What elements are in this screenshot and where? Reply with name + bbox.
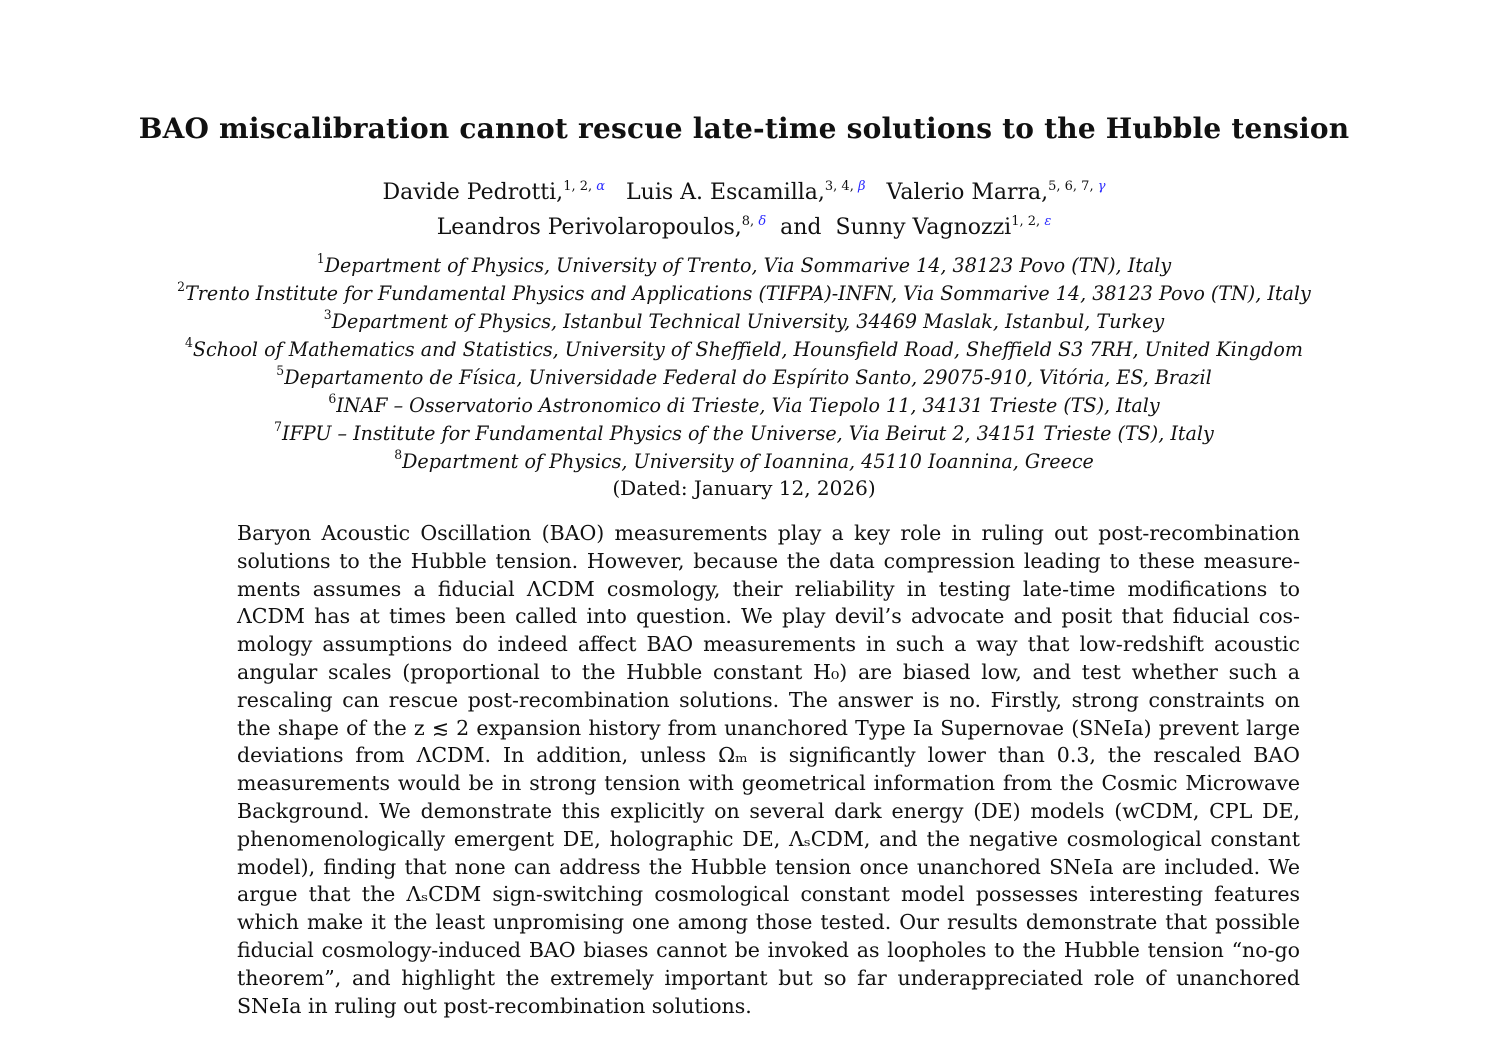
affiliation-text: Department of Physics, Istanbul Technical University, 34469 Maslak, Istanbul, Turkey <box>331 309 1165 333</box>
paper-title: BAO miscalibration cannot rescue late-time solutions to the Hubble tension <box>138 112 1350 145</box>
author-affil-numbers: 3, 4, <box>824 179 854 194</box>
affiliation-7 <box>34 421 1454 445</box>
author-joiner: and <box>780 215 822 240</box>
affiliation-text: Department of Physics, University of Trento, Via Sommarive 14, 38123 Povo (TN), Italy <box>324 253 1172 277</box>
abstract-line: ΛCDM has at times been called into question. We play devil’s advocate and posit that fiducial cos- <box>237 604 1300 629</box>
author-affil-numbers: 8, <box>741 214 755 229</box>
abstract <box>237 520 1300 1020</box>
abstract-line: mology assumptions do indeed affect BAO measurements in such a way that low-redshift acoustic <box>237 632 1300 657</box>
affiliation-4 <box>34 337 1454 361</box>
author-line-1 <box>0 176 1488 210</box>
affiliation-number: 6 <box>328 392 337 407</box>
affiliation-3 <box>34 309 1454 333</box>
author-name: Davide Pedrotti, <box>382 180 564 205</box>
affiliation-1 <box>34 253 1454 277</box>
abstract-line: argue that the ΛₛCDM sign-switching cosmological constant model possesses interesting features <box>237 882 1300 907</box>
author-name: Sunny Vagnozzi <box>835 215 1012 240</box>
author-escamilla <box>626 180 865 205</box>
affiliation-text: Trento Institute for Fundamental Physics and Applications (TIFPA)-INFN, Via Sommarive 14, 38123 Povo (TN), Italy <box>185 281 1311 305</box>
author-marra <box>886 180 1105 205</box>
abstract-line: deviations from ΛCDM. In addition, unless Ωₘ is significantly lower than 0.3, the rescaled BAO <box>237 743 1300 768</box>
affiliation-text: INAF – Osservatorio Astronomico di Trieste, Via Tiepolo 11, 34131 Trieste (TS), Italy <box>336 393 1160 417</box>
affiliation-number: 8 <box>394 448 403 463</box>
author-name: Luis A. Escamilla, <box>626 180 825 205</box>
author-line-2 <box>0 211 1488 245</box>
affiliation-text: Department of Physics, University of Ioannina, 45110 Ioannina, Greece <box>402 449 1094 473</box>
abstract-line: angular scales (proportional to the Hubble constant H₀) are biased low, and test whether such a <box>237 659 1300 684</box>
author-email-mark[interactable]: δ <box>758 214 767 229</box>
author-pedrotti <box>382 180 605 205</box>
author-perivolaropoulos <box>437 215 766 240</box>
abstract-line: Background. We demonstrate this explicitly on several dark energy (DE) models (wCDM, CPL DE, <box>237 798 1300 823</box>
abstract-line: rescaling can rescue post-recombination solutions. The answer is no. Firstly, strong constraints on <box>237 687 1300 712</box>
abstract-line: solutions to the Hubble tension. However, because the data compression leading to these measure- <box>237 548 1300 573</box>
author-email-mark[interactable]: γ <box>1097 179 1106 194</box>
dated-line: (Dated: January 12, 2026) <box>612 476 876 500</box>
affiliation-number: 5 <box>276 364 285 379</box>
affiliation-number: 1 <box>316 252 325 267</box>
affiliation-number: 4 <box>184 336 193 351</box>
affiliation-6 <box>34 393 1454 417</box>
affiliation-8 <box>34 449 1454 473</box>
author-affil-numbers: 5, 6, 7, <box>1048 179 1094 194</box>
affiliation-number: 7 <box>274 420 283 435</box>
abstract-line: measurements would be in strong tension with geometrical information from the Cosmic Microwave <box>237 771 1300 796</box>
author-email-mark[interactable]: ε <box>1044 214 1052 229</box>
affiliation-5 <box>34 365 1454 389</box>
author-email-mark[interactable]: α <box>596 179 606 194</box>
affiliation-2 <box>34 281 1454 305</box>
affiliation-text: School of Mathematics and Statistics, University of Sheffield, Hounsfield Road, Sheffield S3 7RH, United Kingdom <box>192 337 1303 361</box>
author-affil-numbers: 1, 2, <box>563 179 593 194</box>
abstract-line: which make it the least unpromising one among those tested. Our results demonstrate that possible <box>237 910 1300 935</box>
abstract-line: model), finding that none can address the Hubble tension once unanchored SNeIa are included. We <box>237 854 1300 879</box>
abstract-line: theorem”, and highlight the extremely important but so far underappreciated role of unanchored <box>237 965 1300 990</box>
author-vagnozzi <box>836 215 1052 240</box>
abstract-line: the shape of the z ≲ 2 expansion history from unanchored Type Ia Supernovae (SNeIa) prevent large <box>237 715 1300 740</box>
affiliation-text: IFPU – Institute for Fundamental Physics of the Universe, Via Beirut 2, 34151 Trieste (TS), Italy <box>282 421 1214 445</box>
author-name: Valerio Marra, <box>886 180 1049 205</box>
affiliation-text: Departamento de Física, Universidade Federal do Espírito Santo, 29075-910, Vitória, ES, Brazil <box>284 365 1212 389</box>
author-name: Leandros Perivolaropoulos, <box>436 215 742 240</box>
author-affil-numbers: 1, 2, <box>1011 214 1041 229</box>
abstract-line: phenomenologically emergent DE, holographic DE, ΛₛCDM, and the negative cosmological constant <box>237 826 1300 851</box>
abstract-line: ments assumes a fiducial ΛCDM cosmology, their reliability in testing late-time modifications to <box>237 576 1300 601</box>
abstract-line: fiducial cosmology-induced BAO biases cannot be invoked as loopholes to the Hubble tension “no-go <box>237 937 1300 962</box>
abstract-line: SNeIa in ruling out post-recombination solutions. <box>237 993 752 1018</box>
affiliation-number: 3 <box>323 308 332 323</box>
abstract-line: Baryon Acoustic Oscillation (BAO) measurements play a key role in ruling out post-recombination <box>237 521 1300 545</box>
affiliation-number: 2 <box>177 280 186 295</box>
author-email-mark[interactable]: β <box>857 179 866 194</box>
